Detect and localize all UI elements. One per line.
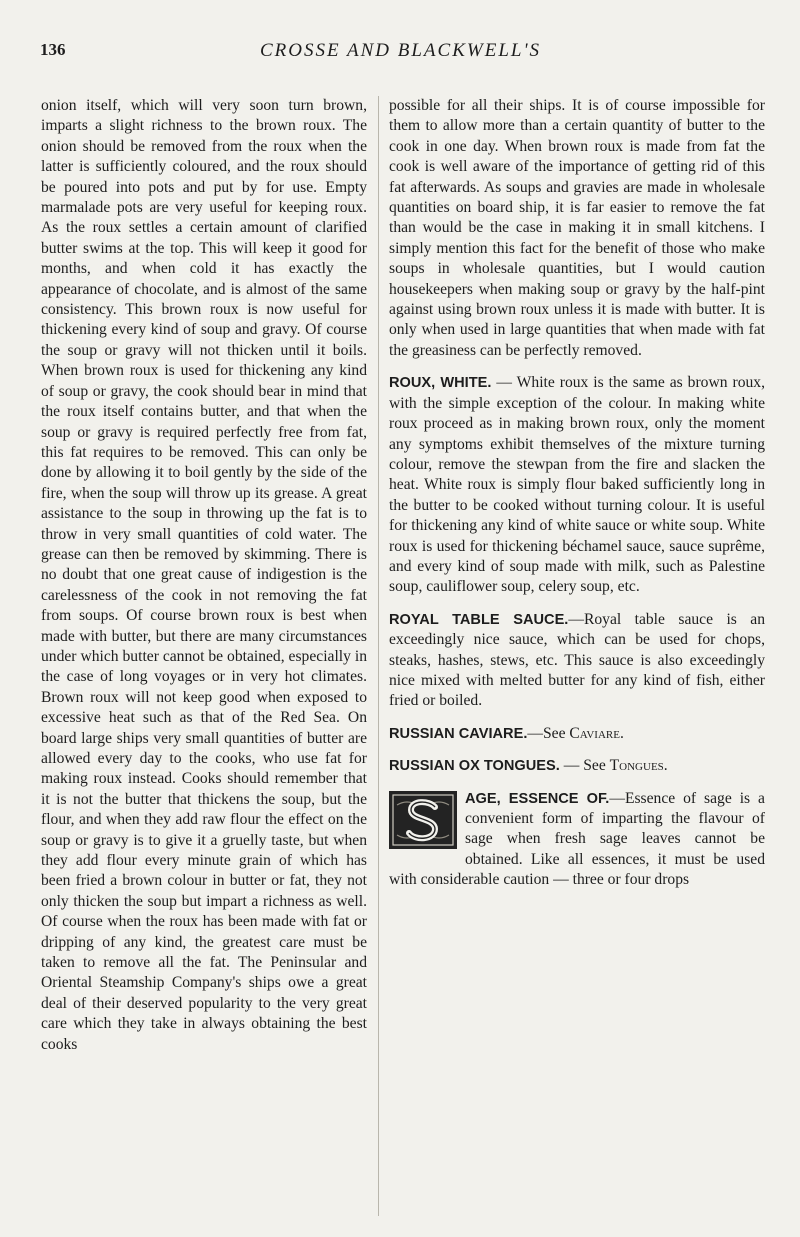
right-column [389,96,765,891]
entry-heading: ROYAL TABLE SAUCE. [389,611,569,628]
entry-heading: AGE, ESSENCE OF. [465,790,610,807]
entry-body: —See [527,724,570,742]
page-header [40,40,762,70]
entry-russian-caviare [389,724,765,744]
left-column [41,96,367,1055]
entry-sage-essence [389,789,765,891]
column-divider [378,96,379,1216]
entry-russian-ox-tongues [389,756,765,776]
entry-body: — White roux is the same as brown roux, with the simple exception of the colour. In making white roux proceed as in making brown roux, only the moment any symptoms exhibit themselves of the mixture turning colour, remove the stewpan from the fire and slacken the heat. White roux is simply flour baked sufficiently long in the butter to be cooked without turning colour. It is useful for thickening any kind of white sauce or white soup. White roux is used for thickening béchamel sauce, sauce suprême, and every kind of soup made with milk, such as Palestine soup, cauliflower soup, celery soup, etc. [389,374,765,596]
entry-heading: RUSSIAN OX TONGUES. [389,758,560,775]
ornamental-s-dropcap-icon [389,791,457,849]
intro-paragraph: possible for all their ships. It is of course impossible for them to allow more than a certain quantity of butter to the cook in one day. When brown roux is made from fat the cook is well aware of the importance of getting rid of this fat afterwards. As soups and gravies are made in wholesale quantities on board ship, it is far easier to remove the fat than would be the case in making it in small kitchens. I simply mention this fact for the benefit of those who make soups in wholesale quantities, but I would caution housekeepers when making soup or gravy by the half-pint against using brown roux unless it is made with butter. It is only when used in large quantities that when made with fat the greasiness can be perfectly removed. [389,97,765,359]
entry-royal-table-sauce [389,610,765,712]
entry-roux-white [389,373,765,597]
entry-body: — See [559,757,610,775]
entry-heading: RUSSIAN CAVIARE. [389,725,528,742]
entry-body: —Royal table sauce is an exceedingly nice sauce, which can be used for chops, steaks, hashes, stews, etc. This sauce is also exceedingly nice mixed with melted butter for any kind of fish, either fried or boiled. [389,610,765,710]
cross-reference: Tongues. [609,757,668,775]
left-column-text: onion itself, which will very soon turn brown, imparts a slight richness to the brown roux. The onion should be removed from the roux when the latter is sufficiently coloured, and the roux should be poured into pots and put by for use. Empty marmalade pots are very useful for keeping roux. As the roux settles a certain amount of clarified butter swims at the top. This will keep it good for months, and when cold it has exactly the appearance of chocolate, and is almost of the same consistency. This brown roux is now useful for thickening every kind of soup and gravy. Of course the soup or gravy will not thicken until it boils. When brown roux is used for thickening any kind of soup or gravy, the cook should bear in mind that the roux itself contains butter, and that when the soup or gravy is required perfectly free from fat, this fat requires to be removed. This can only be done by allowing it to boil gently by the side of the fire, when the soup will throw up its grease. A great assistance to the soup in throwing up the fat is to throw in very small quantities of cold water. The grease can then be removed by skimming. There is no doubt that one great cause of indigestion is the carelessness of the cook in not removing the fat from soups. Of course brown roux is best when made with butter, but there are many circumstances under which butter cannot be obtained, especially in the case of long voyages or in very hot climates. Brown roux will not keep good when exposed to excessive heat such as that of the Red Sea. On board large ships very small quantities of butter are allowed every day to the cooks, who use fat for making roux instead. Cooks should remember that it is not the butter that thickens the soup, but the flour, and when they add raw flour the effect on the soup or gravy is to give it a gruelly taste, but when they add flour every minute grain of which has been fried a brown colour in butter or fat, they not only thicken the soup but impart a richness as well. Of course when the roux has been made with fat or dripping of any kind, the greatest care must be taken to remove all the fat. The Peninsular and Oriental Steamship Company's ships owe a great deal of their deserved popularity to the very great care which they take in always obtaining the best cooks [41,97,367,1053]
entry-heading: ROUX, WHITE. [389,375,492,392]
page-number: 136 [40,40,66,59]
entry-body: —Essence of sage is a convenient form of imparting the flavour of sage when fresh sage leaves cannot be obtained. Like all essences, it must be used with considerable caution — three or four drops [389,789,765,889]
cross-reference: Caviare. [569,724,624,742]
running-head: CROSSE AND BLACKWELL'S [260,40,542,61]
